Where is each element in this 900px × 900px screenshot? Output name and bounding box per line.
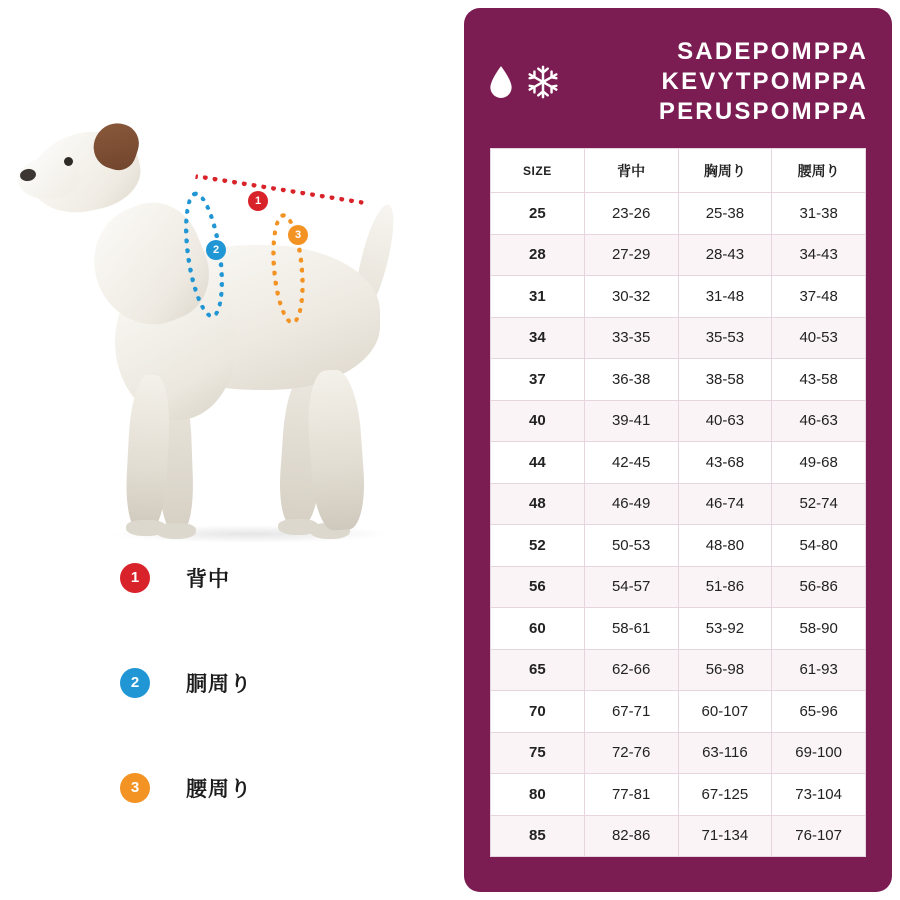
cell-back: 39-41 xyxy=(584,400,678,442)
cell-size: 56 xyxy=(491,566,585,608)
table-row xyxy=(491,317,866,359)
size-table-head xyxy=(491,149,866,193)
cell-size: 48 xyxy=(491,483,585,525)
cell-size: 25 xyxy=(491,193,585,235)
cell-size: 80 xyxy=(491,774,585,816)
cell-chest: 48-80 xyxy=(678,525,772,567)
cell-size: 28 xyxy=(491,234,585,276)
legend-badge-3: 3 xyxy=(120,773,150,803)
cell-chest: 60-107 xyxy=(678,691,772,733)
cell-waist: 34-43 xyxy=(772,234,866,276)
back-measure-line xyxy=(190,174,364,236)
table-row xyxy=(491,193,866,235)
cell-chest: 63-116 xyxy=(678,732,772,774)
cell-back: 82-86 xyxy=(584,815,678,857)
cell-waist: 54-80 xyxy=(772,525,866,567)
water-drop-icon xyxy=(488,65,514,99)
marker-3-waist: 3 xyxy=(288,225,308,245)
cell-back: 27-29 xyxy=(584,234,678,276)
table-row xyxy=(491,691,866,733)
cell-chest: 40-63 xyxy=(678,400,772,442)
cell-waist: 52-74 xyxy=(772,483,866,525)
cell-chest: 43-68 xyxy=(678,442,772,484)
legend-label-2: 胴周り xyxy=(186,672,252,696)
cell-waist: 46-63 xyxy=(772,400,866,442)
cell-waist: 58-90 xyxy=(772,608,866,650)
card-title-line-2: KEVYTPOMPPA xyxy=(661,68,868,95)
cell-waist: 49-68 xyxy=(772,442,866,484)
table-header-row xyxy=(491,149,866,193)
cell-size: 31 xyxy=(491,276,585,318)
cell-size: 40 xyxy=(491,400,585,442)
table-row xyxy=(491,525,866,567)
cell-waist: 43-58 xyxy=(772,359,866,401)
cell-size: 44 xyxy=(491,442,585,484)
cell-chest: 31-48 xyxy=(678,276,772,318)
cell-waist: 69-100 xyxy=(772,732,866,774)
cell-waist: 73-104 xyxy=(772,774,866,816)
cell-waist: 76-107 xyxy=(772,815,866,857)
cell-waist: 31-38 xyxy=(772,193,866,235)
cell-size: 34 xyxy=(491,317,585,359)
cell-size: 75 xyxy=(491,732,585,774)
legend-label-3: 腰周り xyxy=(186,777,252,801)
cell-back: 72-76 xyxy=(584,732,678,774)
column-header-back: 背中 xyxy=(584,149,678,193)
cell-chest: 25-38 xyxy=(678,193,772,235)
dog-measurement-illustration xyxy=(10,95,450,525)
cell-chest: 71-134 xyxy=(678,815,772,857)
table-row xyxy=(491,483,866,525)
card-title-line-1: SADEPOMPPA xyxy=(677,38,868,65)
marker-1-back: 1 xyxy=(248,191,268,211)
legend-label-1: 背中 xyxy=(186,567,230,591)
marker-2-chest: 2 xyxy=(206,240,226,260)
legend xyxy=(120,525,440,840)
cell-chest: 38-58 xyxy=(678,359,772,401)
cell-size: 52 xyxy=(491,525,585,567)
cell-chest: 53-92 xyxy=(678,608,772,650)
cell-chest: 28-43 xyxy=(678,234,772,276)
header-icon-group xyxy=(488,63,562,101)
cell-chest: 51-86 xyxy=(678,566,772,608)
cell-back: 33-35 xyxy=(584,317,678,359)
table-row xyxy=(491,774,866,816)
legend-item-back xyxy=(120,525,440,630)
cell-chest: 35-53 xyxy=(678,317,772,359)
column-header-size: SIZE xyxy=(491,149,585,193)
size-table-body xyxy=(491,193,866,857)
table-row xyxy=(491,566,866,608)
cell-back: 42-45 xyxy=(584,442,678,484)
size-table xyxy=(490,148,866,857)
cell-back: 67-71 xyxy=(584,691,678,733)
table-row xyxy=(491,732,866,774)
cell-chest: 46-74 xyxy=(678,483,772,525)
size-chart-card xyxy=(464,8,892,892)
table-row xyxy=(491,276,866,318)
card-header xyxy=(464,8,892,148)
cell-back: 30-32 xyxy=(584,276,678,318)
size-table-container xyxy=(464,148,892,877)
cell-back: 23-26 xyxy=(584,193,678,235)
legend-item-waist xyxy=(120,735,440,840)
legend-item-chest xyxy=(120,630,440,735)
cell-back: 36-38 xyxy=(584,359,678,401)
dog-eye xyxy=(64,157,73,166)
cell-chest: 67-125 xyxy=(678,774,772,816)
snowflake-icon xyxy=(524,63,562,101)
table-row xyxy=(491,400,866,442)
table-row xyxy=(491,234,866,276)
cell-waist: 65-96 xyxy=(772,691,866,733)
cell-size: 37 xyxy=(491,359,585,401)
cell-size: 70 xyxy=(491,691,585,733)
cell-back: 62-66 xyxy=(584,649,678,691)
cell-waist: 40-53 xyxy=(772,317,866,359)
table-row xyxy=(491,815,866,857)
table-row xyxy=(491,442,866,484)
legend-badge-1: 1 xyxy=(120,563,150,593)
cell-back: 77-81 xyxy=(584,774,678,816)
cell-waist: 61-93 xyxy=(772,649,866,691)
cell-size: 65 xyxy=(491,649,585,691)
cell-back: 50-53 xyxy=(584,525,678,567)
card-title-line-3: PERUSPOMPPA xyxy=(658,98,868,125)
cell-back: 46-49 xyxy=(584,483,678,525)
table-row xyxy=(491,649,866,691)
cell-back: 58-61 xyxy=(584,608,678,650)
cell-chest: 56-98 xyxy=(678,649,772,691)
legend-badge-2: 2 xyxy=(120,668,150,698)
card-title-group xyxy=(574,37,878,127)
cell-size: 60 xyxy=(491,608,585,650)
cell-size: 85 xyxy=(491,815,585,857)
column-header-waist: 腰周り xyxy=(772,149,866,193)
cell-waist: 56-86 xyxy=(772,566,866,608)
cell-back: 54-57 xyxy=(584,566,678,608)
table-row xyxy=(491,608,866,650)
cell-waist: 37-48 xyxy=(772,276,866,318)
column-header-chest: 胸周り xyxy=(678,149,772,193)
table-row xyxy=(491,359,866,401)
